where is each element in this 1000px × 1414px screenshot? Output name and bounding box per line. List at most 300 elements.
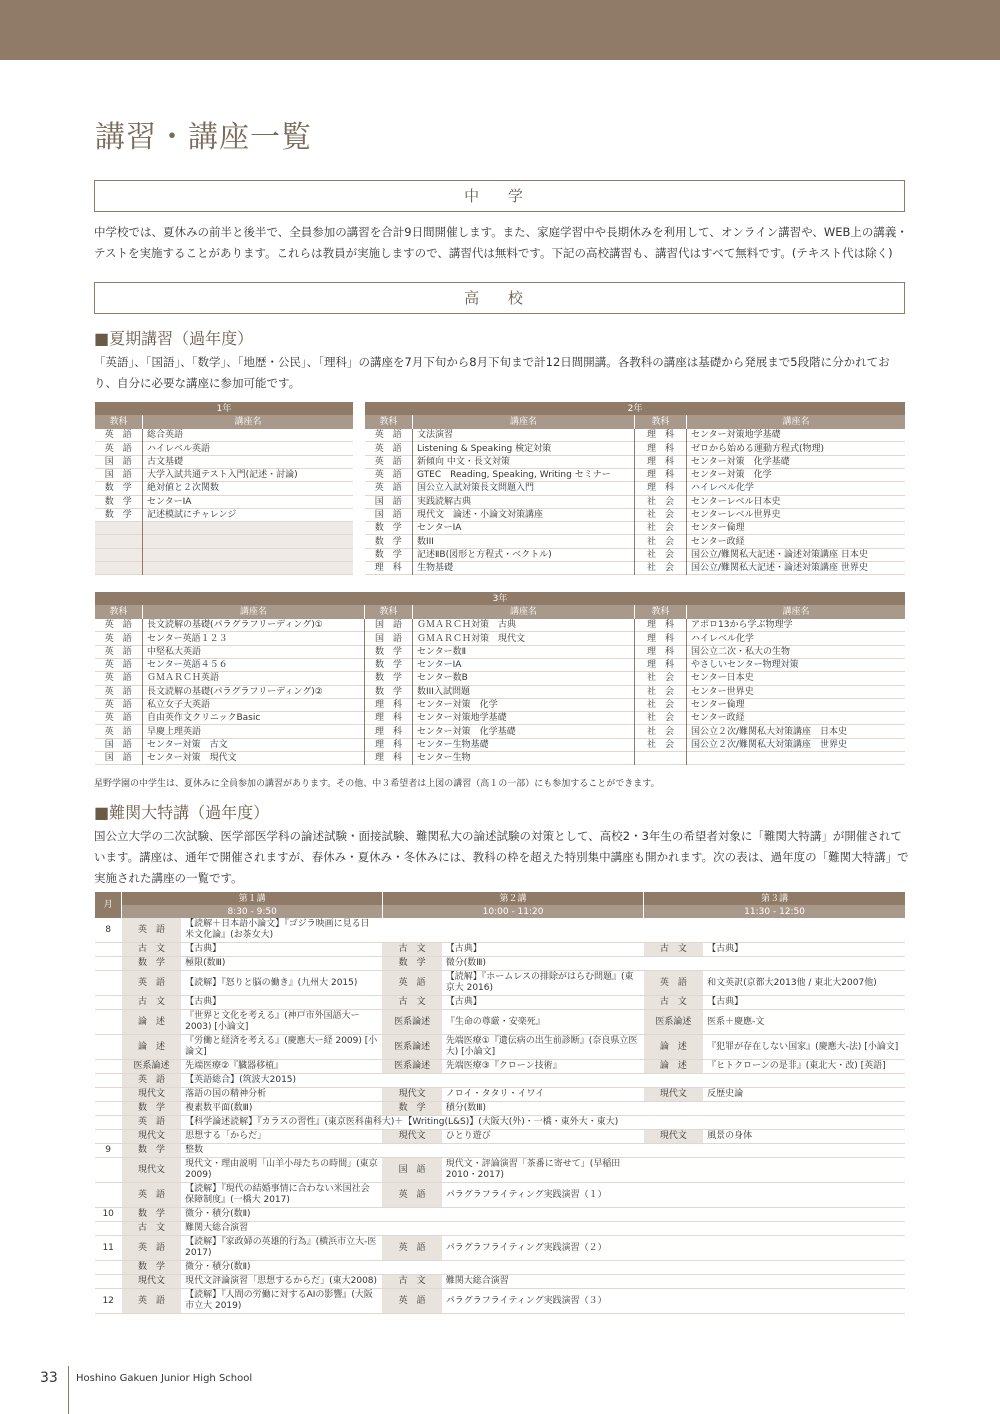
subject-cell: 国 語 <box>365 619 413 632</box>
month-cell <box>95 957 122 971</box>
col-subject: 教科 <box>365 415 413 428</box>
subject-cell: 医系論述 <box>122 1060 181 1074</box>
page-title: 講習・講座一覧 <box>95 120 312 155</box>
subject-cell: 英 語 <box>104 673 132 684</box>
subject-cell: 古 文 <box>644 943 703 957</box>
table-row <box>95 1289 906 1314</box>
course-cell: 思想する「からだ」 <box>185 1131 267 1141</box>
table-row <box>95 442 354 455</box>
col-course: 講座名 <box>143 415 354 428</box>
table-row <box>365 522 906 535</box>
course-cell: 絶対値と２次関数 <box>143 482 354 495</box>
course-cell: 国公立/難関私大記述・論述対策講座 世界史 <box>687 562 906 575</box>
course-cell: 古文基礎 <box>143 455 354 468</box>
course-cell: ＧＭＡＲＣＨ英語 <box>143 672 365 685</box>
course-cell: 総合英語 <box>143 429 354 442</box>
subject-cell: 英 語 <box>104 713 132 724</box>
table-row <box>95 752 906 765</box>
period3-label: 第３講 <box>644 892 905 905</box>
table-row <box>95 535 354 548</box>
subject-cell: 社 会 <box>635 725 687 738</box>
course-cell: センター生物 <box>413 752 635 765</box>
subject-cell: 英 語 <box>374 429 402 440</box>
course-cell <box>703 1144 905 1158</box>
subject-cell: 英 語 <box>382 971 441 996</box>
course-cell <box>703 1275 905 1289</box>
course-cell: センターレベル日本史 <box>687 495 906 508</box>
col-course: 講座名 <box>413 605 635 618</box>
course-cell <box>703 1208 905 1222</box>
subject-cell: 医系論述 <box>382 1060 441 1074</box>
subject-cell: 医系論述 <box>644 1010 703 1035</box>
subject-cell: 理 科 <box>635 482 687 495</box>
course-cell: 国公立２次/難関私大対策講座 日本史 <box>687 725 906 738</box>
table-row <box>365 468 906 481</box>
subject-cell <box>382 1261 441 1275</box>
course-cell: 『世界と文化を考える』(神戸市外国語大ー2003) [小論文] <box>185 1011 360 1032</box>
course-cell: 【読解】『現代の結婚事情に合わない米国社会保障制度』(一橋大 2017) <box>185 1184 370 1205</box>
table-row <box>95 522 354 535</box>
course-cell: アポロ13から学ぶ物理学 <box>687 619 906 632</box>
course-cell: センター世界史 <box>687 685 906 698</box>
subject-cell <box>644 1102 703 1116</box>
course-cell <box>143 535 354 548</box>
course-cell <box>442 1222 644 1236</box>
subject-cell: 英 語 <box>122 1236 181 1261</box>
subject-cell: 医系論述 <box>382 1035 441 1060</box>
subject-cell: 英 語 <box>644 971 703 996</box>
subject-cell: 数 学 <box>365 685 413 698</box>
subject-cell: 数 学 <box>365 645 413 658</box>
course-cell: ゼロから始める運動方程式(物理) <box>687 442 906 455</box>
course-cell: ハイレベル英語 <box>143 442 354 455</box>
course-cell: パラグラフライティング実践演習（１） <box>445 1189 607 1200</box>
subject-cell: 理 科 <box>635 632 687 645</box>
table-row <box>95 1236 906 1261</box>
course-cell <box>442 1261 644 1275</box>
col-course: 講座名 <box>413 415 635 428</box>
course-cell: センター対策地学基礎 <box>687 429 906 442</box>
subject-cell: 社 会 <box>635 508 687 521</box>
col-subject: 教科 <box>635 605 687 618</box>
course-cell: ハイレベル化学 <box>687 482 906 495</box>
subject-cell: 英 語 <box>374 443 402 454</box>
col-course: 講座名 <box>143 605 365 618</box>
subject-cell <box>644 1236 703 1261</box>
subject-cell: 古 文 <box>382 996 441 1010</box>
subject-cell: 英 語 <box>104 633 132 644</box>
subject-cell: 理 科 <box>635 455 687 468</box>
subject-cell: 英 語 <box>122 971 181 996</box>
month-cell <box>95 1116 122 1130</box>
subject-cell: 古 文 <box>122 1222 181 1236</box>
table-row <box>95 482 354 495</box>
table-row <box>95 1088 906 1102</box>
subject-cell <box>644 1144 703 1158</box>
subject-cell: 英 語 <box>104 619 132 630</box>
subject-cell: 英 語 <box>104 686 132 697</box>
course-cell <box>703 957 905 971</box>
subject-cell: 数 学 <box>122 1144 181 1158</box>
subject-cell: 社 会 <box>635 738 687 751</box>
subject-cell: 現代文 <box>644 1130 703 1144</box>
subject-cell <box>644 957 703 971</box>
col-subject: 教科 <box>365 605 413 618</box>
subject-cell: 理 科 <box>635 658 687 671</box>
subject-cell: 理 科 <box>374 563 402 574</box>
month-cell <box>95 1275 122 1289</box>
table-row <box>95 971 906 996</box>
course-cell: 積分(数Ⅲ) <box>445 1103 486 1113</box>
course-cell: 落語の国の精神分析 <box>185 1089 267 1099</box>
course-cell <box>703 1261 905 1275</box>
course-cell: センター数Ⅱ <box>413 645 635 658</box>
footer-school-name: Hoshino Gakuen Junior High School <box>76 1373 253 1384</box>
subject-cell: 社 会 <box>635 562 687 575</box>
course-cell: 【読解】『家政婦の英雄的行為』(横浜市立大-医2017) <box>185 1237 377 1258</box>
period2-label: 第２講 <box>382 892 643 905</box>
course-cell: パラグラフライティング実践演習（３） <box>445 1295 607 1306</box>
subject-cell <box>644 918 703 943</box>
subject-cell: 理 科 <box>635 442 687 455</box>
course-cell: 【古典】 <box>445 997 482 1007</box>
course-cell: 生物基礎 <box>413 562 635 575</box>
subject-cell: 社 会 <box>635 522 687 535</box>
course-cell <box>442 1074 644 1088</box>
section-high-school: 高 校 <box>94 282 905 314</box>
subject-cell: 論 述 <box>644 1060 703 1074</box>
subject-cell: 国 語 <box>374 510 402 521</box>
course-cell: 【読解】『怒りと脳の働き』(九州大 2015) <box>185 977 358 988</box>
table-row <box>95 1208 906 1222</box>
footer-divider <box>68 1366 69 1414</box>
subject-cell: 社 会 <box>635 698 687 711</box>
table-row <box>365 548 906 561</box>
course-cell: センター政経 <box>687 712 906 725</box>
subject-cell: 数 学 <box>104 483 132 494</box>
table-row <box>95 1275 906 1289</box>
subject-cell: 英 語 <box>122 1183 181 1208</box>
col-course: 講座名 <box>687 605 906 618</box>
subject-cell <box>644 1261 703 1275</box>
course-cell <box>143 548 354 561</box>
table-row <box>365 495 906 508</box>
col-subject: 教科 <box>95 415 143 428</box>
subject-cell <box>382 1208 441 1222</box>
table-row <box>95 619 906 632</box>
table-row <box>365 482 906 495</box>
subject-cell: 医系論述 <box>382 1010 441 1035</box>
course-cell: 極限(数Ⅲ) <box>185 958 226 968</box>
subject-cell: 英 語 <box>104 700 132 711</box>
subject-cell: 英 語 <box>104 646 132 657</box>
course-cell: 実践読解古典 <box>413 495 635 508</box>
table-row <box>95 1116 906 1130</box>
subject-cell: 数 学 <box>374 523 402 534</box>
col-subject: 教科 <box>635 415 687 428</box>
subject-cell <box>382 1074 441 1088</box>
table-row <box>95 1261 906 1275</box>
subject-cell: 数 学 <box>122 957 181 971</box>
subject-cell: 理 科 <box>635 429 687 442</box>
course-cell: 先端医療③『クローン技術』 <box>445 1061 562 1071</box>
period1-label: 第１講 <box>122 892 383 905</box>
month-cell: 8 <box>105 924 112 935</box>
subject-cell: 国 語 <box>365 632 413 645</box>
subject-cell: 古 文 <box>382 1275 441 1289</box>
table-row <box>95 918 906 943</box>
course-cell: センターⅠA <box>143 495 354 508</box>
course-cell <box>442 1144 644 1158</box>
course-cell <box>703 1116 905 1130</box>
month-cell <box>95 943 122 957</box>
course-cell: 大学入試共通テスト入門(記述・討論) <box>143 468 354 481</box>
course-cell: センター倫理 <box>687 698 906 711</box>
course-cell: センター対策地学基礎 <box>413 712 635 725</box>
subject-cell: 現代文 <box>122 1088 181 1102</box>
course-cell: 難関大総合演習 <box>445 1276 509 1286</box>
course-cell: センター英語１２３ <box>143 632 365 645</box>
course-cell: やさしいセンター物理対策 <box>687 658 906 671</box>
subject-cell: 論 述 <box>122 1035 181 1060</box>
subject-cell <box>644 1222 703 1236</box>
course-cell <box>442 918 644 943</box>
table-row <box>95 698 906 711</box>
course-cell: 記述模試にチャレンジ <box>143 508 354 521</box>
special-lecture-table <box>94 892 905 1314</box>
course-cell: センター英語４５６ <box>143 658 365 671</box>
subject-cell: 社 会 <box>635 712 687 725</box>
table-row <box>365 535 906 548</box>
section-junior-high: 中 学 <box>94 180 905 212</box>
course-cell: Listening & Speaking 検定対策 <box>413 442 635 455</box>
subject-cell: 数 学 <box>104 496 132 507</box>
course-cell: 新傾向 中文・長文対策 <box>413 455 635 468</box>
month-cell: 10 <box>102 1209 114 1219</box>
course-cell: 整数 <box>185 1145 204 1155</box>
month-cell: 9 <box>105 1145 112 1155</box>
course-cell: 【読解】『ホームレスの排除がはらむ問題』(東京大 2016) <box>445 972 634 993</box>
subject-cell <box>644 1158 703 1183</box>
subject-cell: 論 述 <box>644 1035 703 1060</box>
month-cell <box>95 1102 122 1116</box>
grade1-label: 1年 <box>95 402 354 415</box>
course-cell <box>143 562 354 575</box>
subject-cell <box>382 1222 441 1236</box>
course-cell: ＧＭＡＲＣＨ対策 現代文 <box>413 632 635 645</box>
subject-cell: 数 学 <box>382 957 441 971</box>
subject-cell: 英 語 <box>382 1289 441 1314</box>
course-cell: 『労働と経済を考える』(慶應大ー経 2009) [小論文] <box>185 1036 378 1057</box>
subject-cell: 数 学 <box>122 1102 181 1116</box>
course-cell: GTEC Reading, Speaking, Writing セミナー <box>413 468 635 481</box>
table-row <box>95 548 354 561</box>
table-row <box>95 495 354 508</box>
subject-cell: 論 述 <box>122 1010 181 1035</box>
subject-cell: 社 会 <box>635 685 687 698</box>
subject-cell: 古 文 <box>644 996 703 1010</box>
subject-cell: 古 文 <box>122 996 181 1010</box>
month-cell <box>95 1261 122 1275</box>
course-cell: 難関大総合演習 <box>185 1223 249 1233</box>
subject-cell <box>95 562 143 575</box>
course-cell: センターⅠA <box>413 658 635 671</box>
subject-cell <box>95 548 143 561</box>
course-cell <box>703 1158 905 1183</box>
course-cell: センター政経 <box>687 535 906 548</box>
course-cell: センター倫理 <box>687 522 906 535</box>
course-cell: センター数B <box>413 672 635 685</box>
course-cell: 私立女子大英語 <box>143 698 365 711</box>
course-cell: センター対策 現代文 <box>143 752 365 765</box>
course-cell: ひとり遊び <box>445 1131 491 1141</box>
subject-cell: 英 語 <box>382 1183 441 1208</box>
subject-cell <box>382 918 441 943</box>
subject-cell <box>644 1183 703 1208</box>
table-row <box>365 429 906 442</box>
course-cell: ハイレベル化学 <box>687 632 906 645</box>
course-cell: 【読解】『人間の労働に対するAIの影響』(大阪市立大 2019) <box>185 1290 373 1311</box>
course-cell: 微分・積分(数Ⅱ) <box>185 1262 251 1272</box>
course-cell: 現代文評論演習「思想するからだ」(東大2008) <box>185 1276 378 1286</box>
course-cell <box>703 1222 905 1236</box>
subject-cell: 英 語 <box>374 483 402 494</box>
month-cell <box>95 1074 122 1088</box>
course-cell: 『生命の尊厳・安楽死』 <box>445 1016 545 1027</box>
subject-cell: 国 語 <box>104 470 132 481</box>
subject-cell: 理 科 <box>365 738 413 751</box>
subject-cell: 古 文 <box>122 943 181 957</box>
course-cell: 先端医療②『臓器移植』 <box>185 1061 284 1071</box>
course-cell: 【英語総合】(筑波大2015) <box>185 1075 297 1085</box>
course-cell: センター対策 古文 <box>143 738 365 751</box>
table-row <box>95 645 906 658</box>
subject-cell: 数 学 <box>374 549 402 560</box>
course-cell <box>703 1102 905 1116</box>
subject-cell: 数 学 <box>122 1261 181 1275</box>
month-cell <box>95 1183 122 1208</box>
table-row <box>365 442 906 455</box>
table-row <box>95 1130 906 1144</box>
col-subject: 教科 <box>95 605 143 618</box>
col-course: 講座名 <box>687 415 906 428</box>
period1-time: 8:30 - 9:50 <box>122 905 383 918</box>
period2-time: 10:00 - 11:20 <box>382 905 643 918</box>
subject-cell: 理 科 <box>365 712 413 725</box>
course-cell: 『犯罪が存在しない国家』(慶應大-法) [小論文] <box>707 1041 899 1052</box>
subject-cell <box>644 1074 703 1088</box>
table-row <box>95 1158 906 1183</box>
course-cell: パラグラフライティング実践演習（２） <box>445 1242 607 1253</box>
course-cell: センター対策 化学基礎 <box>687 455 906 468</box>
subject-cell: 英 語 <box>122 1116 181 1130</box>
course-cell <box>442 1208 644 1222</box>
subject-cell: 英 語 <box>104 429 132 440</box>
course-cell: 文法演習 <box>413 429 635 442</box>
subject-cell: 国 語 <box>374 496 402 507</box>
month-cell <box>95 971 122 996</box>
course-cell: 風景の身体 <box>707 1131 753 1141</box>
course-cell: 【古典】 <box>445 944 482 954</box>
course-cell: 早慶上理英語 <box>143 725 365 738</box>
course-cell <box>703 1183 905 1208</box>
course-cell <box>703 1236 905 1261</box>
subject-cell: 理 科 <box>365 698 413 711</box>
subject-cell: 数 学 <box>365 658 413 671</box>
course-cell: 【古典】 <box>707 997 744 1007</box>
course-cell: 記述ⅡB(図形と方程式・ベクトル) <box>413 548 635 561</box>
course-cell: 【古典】 <box>707 944 744 954</box>
course-cell: 微分(数Ⅲ) <box>445 958 486 968</box>
subject-cell: 古 文 <box>382 943 441 957</box>
table-row <box>95 943 906 957</box>
summer-heading: ■夏期講習（過年度） <box>94 329 254 348</box>
subject-cell: 理 科 <box>635 645 687 658</box>
course-cell: ＧＭＡＲＣＨ対策 古典 <box>413 619 635 632</box>
course-cell: センター生物基礎 <box>413 738 635 751</box>
junior-high-text: 中学校では、夏休みの前半と後半で、全員参加の講習を合計9日間開催します。また、家庭学習中や長期休みを利用して、オンライン講習や、WEB上の講義・テストを実施することがあります。これらは教員が実施しますので、講習代は無料です。下記の高校講習も、講習代はすべて無料です。(テキスト代は除く) <box>94 225 908 260</box>
subject-cell: 英 語 <box>122 918 181 943</box>
subject-cell <box>95 535 143 548</box>
course-cell: ノロイ・タタリ・イワイ <box>445 1089 545 1099</box>
subject-cell <box>382 1144 441 1158</box>
course-cell: 国公立/難関私大記述・論述対策講座 日本史 <box>687 548 906 561</box>
table-row <box>95 1060 906 1074</box>
month-cell <box>95 1035 122 1060</box>
month-cell <box>95 1158 122 1183</box>
course-cell: 『ヒトクローンの是非』(東北大・改) [英語] <box>707 1061 886 1071</box>
course-cell: 医系＋慶應-文 <box>707 1016 765 1027</box>
month-cell: 12 <box>102 1295 114 1306</box>
table-row <box>95 1074 906 1088</box>
subject-cell: 英 語 <box>104 443 132 454</box>
subject-cell: 理 科 <box>635 619 687 632</box>
course-cell: 先端医療①『遺伝病の出生前診断』(奈良県立医大) [小論文] <box>445 1036 638 1057</box>
grade3-table <box>94 592 905 765</box>
subject-cell: 国 語 <box>104 753 132 764</box>
month-cell <box>95 1222 122 1236</box>
subject-cell: 英 語 <box>374 456 402 467</box>
course-cell: 微分・積分(数Ⅱ) <box>185 1209 251 1219</box>
subject-cell <box>644 1275 703 1289</box>
subject-cell: 理 科 <box>635 468 687 481</box>
course-cell: 【古典】 <box>185 944 222 954</box>
subject-cell: 英 語 <box>122 1289 181 1314</box>
subject-cell <box>644 1208 703 1222</box>
table-row <box>95 738 906 751</box>
table-row <box>95 725 906 738</box>
subject-cell: 現代文 <box>644 1088 703 1102</box>
special-text: 国公立大学の二次試験、医学部医学科の論述試験・面接試験、難関私大の論述試験の対策として、高校2・3年生の希望者対象に「難関大特講」が開催されています。講座は、通年で開催されますが、春休み・夏休み・冬休みには、教科の枠を超えた特別集中講座も開かれます。次の表は、過年度の「難関大特講」で実施された講座の一覧です。 <box>94 829 909 885</box>
course-cell: 反歴史論 <box>707 1089 744 1099</box>
course-cell: 現代文・理由説明「山羊小母たちの時間」(東京2009) <box>185 1159 378 1180</box>
table-row <box>95 1102 906 1116</box>
subject-cell: 英 語 <box>104 726 132 737</box>
grade1-table <box>94 402 353 575</box>
grade2-table <box>364 402 905 575</box>
course-cell: 現代文 論述・小論文対策講座 <box>413 508 635 521</box>
table-row <box>95 658 906 671</box>
subject-cell: 数 学 <box>382 1102 441 1116</box>
course-cell: 現代文・評論演習「茶番に寄せて」(早稲田2010・2017) <box>445 1159 621 1180</box>
table-row <box>95 685 906 698</box>
course-cell: 国公立入試対策長文問題入門 <box>413 482 635 495</box>
course-cell: センター対策 化学 <box>687 468 906 481</box>
month-cell <box>95 1130 122 1144</box>
period3-time: 11:30 - 12:50 <box>644 905 905 918</box>
course-cell: 自由英作文クリニックBasic <box>143 712 365 725</box>
month-cell <box>95 996 122 1010</box>
